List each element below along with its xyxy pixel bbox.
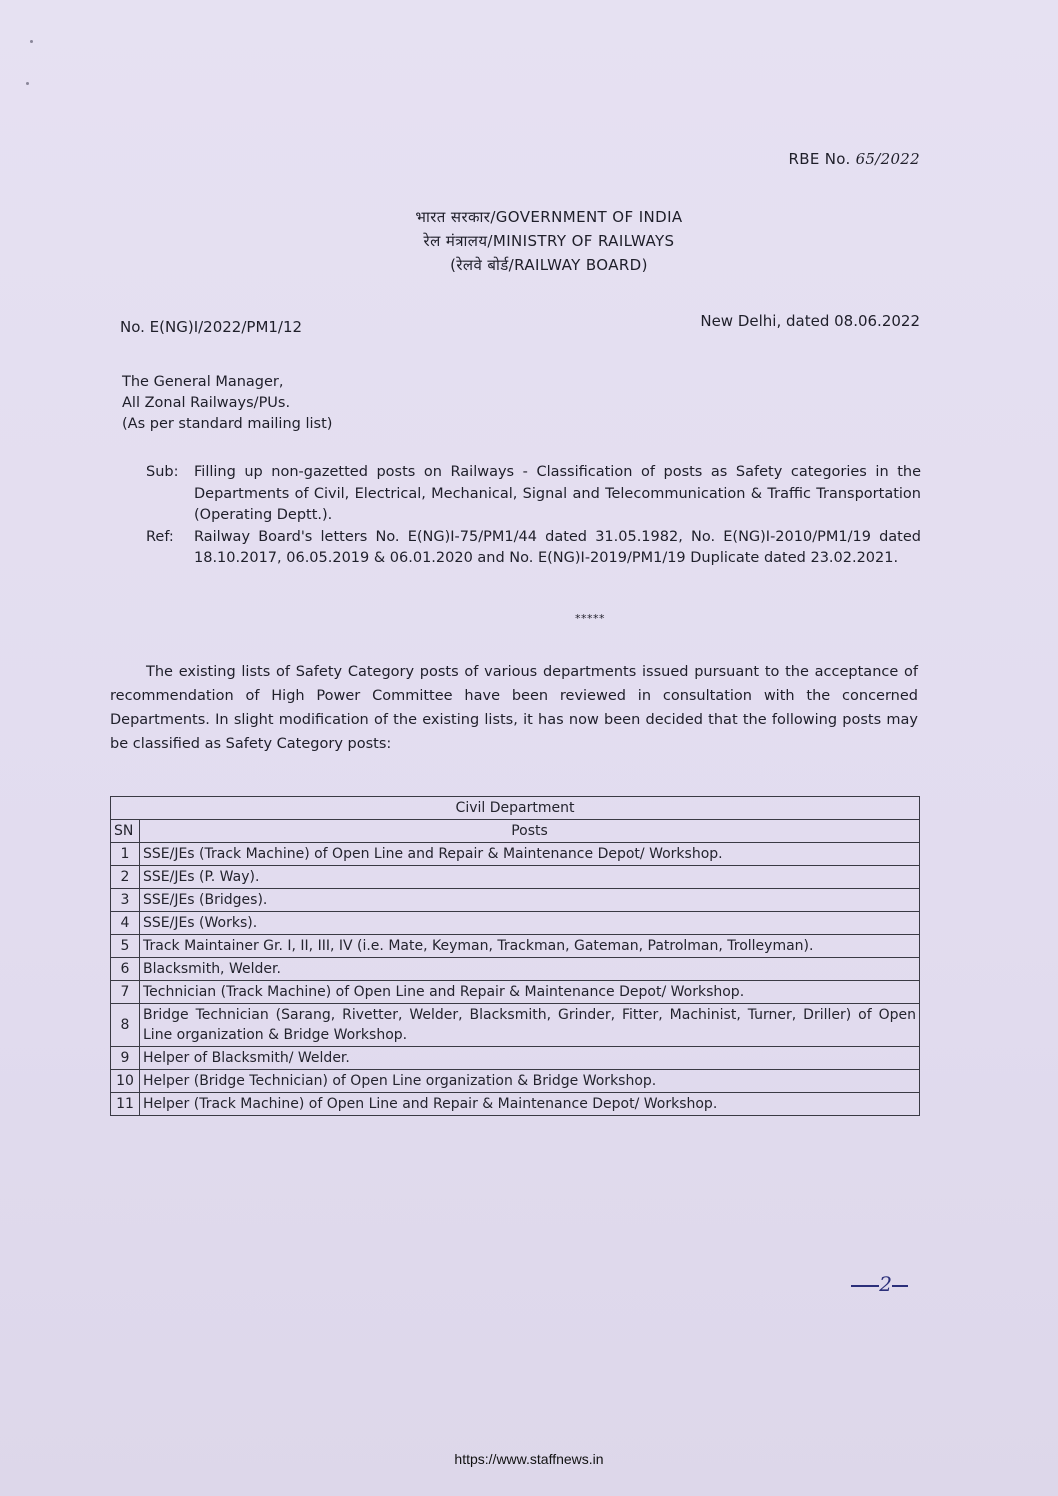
row-post: Helper (Bridge Technician) of Open Line organization & Bridge Workshop. [140, 1070, 920, 1093]
rbe-prefix: RBE No. [788, 150, 856, 168]
letterhead-line-ministry: रेल मंत्रालय/MINISTRY OF RAILWAYS [423, 232, 675, 250]
row-sn: 2 [111, 866, 140, 889]
safety-posts-table [110, 796, 920, 1116]
next-page-number: 2 [879, 1272, 892, 1296]
body-paragraph: The existing lists of Safety Category posts of various departments issued pursuant to the acceptance of recommendation of High Power Committee have been reviewed in consultation with the concerned Departments. In slight modification of the existing lists, it has now been decided that the following posts may be classified as Safety Category posts: [110, 664, 918, 752]
row-post: Helper of Blacksmith/ Welder. [140, 1047, 920, 1070]
scan-speck [30, 40, 33, 43]
table-row [111, 1047, 920, 1070]
letterhead-line-government: भारत सरकार/GOVERNMENT OF INDIA [415, 208, 683, 226]
row-post: Bridge Technician (Sarang, Rivetter, Welder, Blacksmith, Grinder, Fitter, Machinist, Turner, Driller) of Open Line organization & Bridge Workshop. [140, 1004, 920, 1047]
table-row [111, 866, 920, 889]
separator-stars: ***** [575, 612, 605, 625]
rbe-number [789, 150, 920, 168]
table-row [111, 958, 920, 981]
table-row [111, 912, 920, 935]
row-post: Track Maintainer Gr. I, II, III, IV (i.e. Mate, Keyman, Trackman, Gateman, Patrolman, Trolleyman). [140, 935, 920, 958]
letterhead [0, 205, 1058, 277]
addressee-block [122, 372, 332, 435]
footer-url: https://www.staffnews.in [454, 1451, 604, 1467]
table-row [111, 1004, 920, 1047]
department-heading: Civil Department [111, 797, 920, 820]
letter-number: No. E(NG)I/2022/PM1/12 [120, 318, 303, 336]
row-sn: 4 [111, 912, 140, 935]
dash-right [892, 1285, 908, 1287]
place-date: New Delhi, dated 08.06.2022 [700, 312, 920, 330]
table-row [111, 889, 920, 912]
row-sn: 6 [111, 958, 140, 981]
subject-label: Sub: [146, 464, 179, 480]
table-row [111, 1093, 920, 1116]
table-header-row [111, 820, 920, 843]
row-post: SSE/JEs (P. Way). [140, 866, 920, 889]
row-post: Blacksmith, Welder. [140, 958, 920, 981]
table-department-row [111, 797, 920, 820]
row-sn: 10 [111, 1070, 140, 1093]
reference-row [146, 527, 921, 570]
subject-block [146, 462, 921, 570]
reference-label: Ref: [146, 528, 174, 545]
table-row [111, 935, 920, 958]
row-post: Technician (Track Machine) of Open Line and Repair & Maintenance Depot/ Workshop. [140, 981, 920, 1004]
row-sn: 5 [111, 935, 140, 958]
letterhead-line-board: (रेलवे बोर्ड/RAILWAY BOARD) [450, 256, 648, 274]
row-sn: 3 [111, 889, 140, 912]
sn-header: SN [111, 820, 140, 843]
row-sn: 8 [111, 1004, 140, 1047]
addressee-line: All Zonal Railways/PUs. [122, 395, 291, 411]
reference-text: Railway Board's letters No. E(NG)I-75/PM1/44 dated 31.05.1982, No. E(NG)I-2010/PM1/19 dated 18.10.2017, 06.05.2019 & 06.01.2020 and No. E(NG)I-2019/PM1/19 Duplicate dated 23.02.2021. [194, 528, 921, 566]
row-post: SSE/JEs (Bridges). [140, 889, 920, 912]
row-sn: 11 [111, 1093, 140, 1116]
subject-row [146, 462, 921, 527]
rbe-number-value: 65/2022 [855, 150, 920, 168]
subject-text: Filling up non-gazetted posts on Railways - Classification of posts as Safety categories in the Departments of Civil, Electrical, Mechanical, Signal and Telecommunication & Traffic Transportation (Operating Deptt.). [194, 464, 921, 523]
row-post: SSE/JEs (Works). [140, 912, 920, 935]
row-sn: 9 [111, 1047, 140, 1070]
table-row [111, 1070, 920, 1093]
next-page-mark [851, 1272, 908, 1296]
scan-speck [26, 82, 29, 85]
posts-header: Posts [140, 820, 920, 843]
row-sn: 7 [111, 981, 140, 1004]
row-sn: 1 [111, 843, 140, 866]
addressee-line: (As per standard mailing list) [122, 416, 333, 432]
addressee-line: The General Manager, [122, 374, 284, 390]
dash-left [851, 1285, 879, 1287]
table-row [111, 981, 920, 1004]
table-row [111, 843, 920, 866]
row-post: SSE/JEs (Track Machine) of Open Line and Repair & Maintenance Depot/ Workshop. [140, 843, 920, 866]
row-post: Helper (Track Machine) of Open Line and Repair & Maintenance Depot/ Workshop. [140, 1093, 920, 1116]
